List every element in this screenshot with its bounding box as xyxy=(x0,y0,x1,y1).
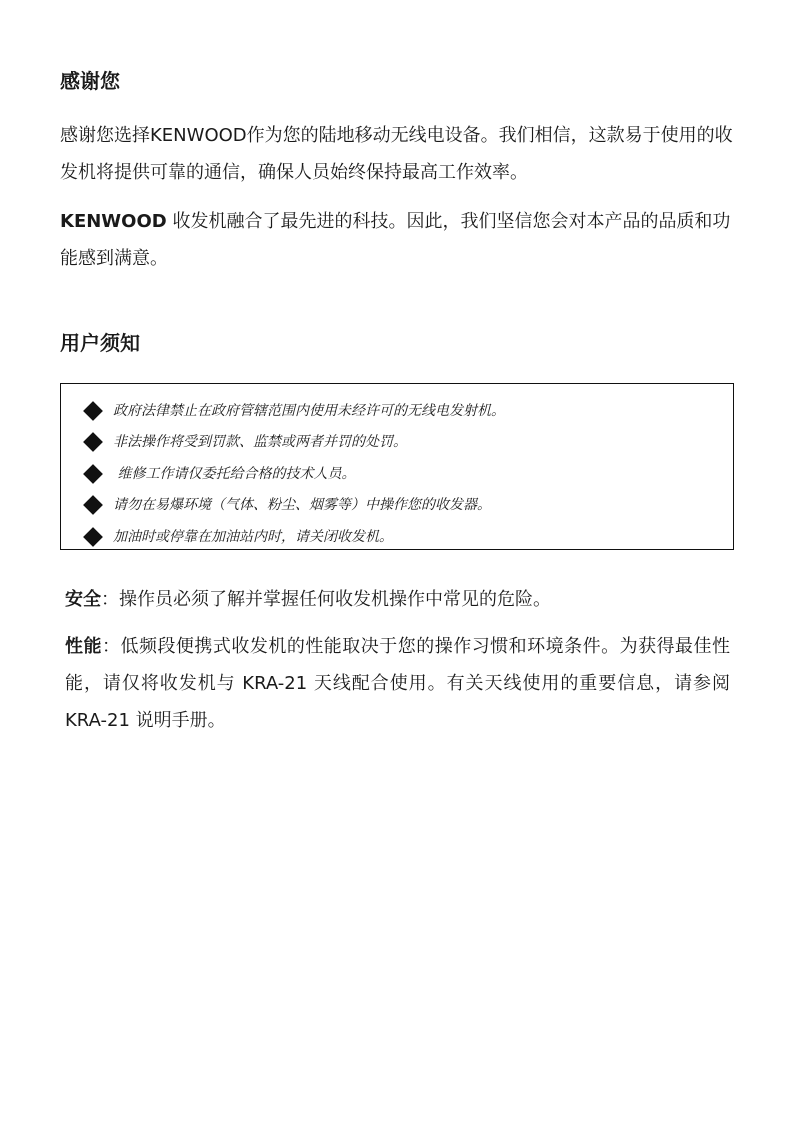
notice-item-text: 维修工作请仅委托给合格的技术人员。 xyxy=(113,465,356,482)
brand-name: KENWOOD xyxy=(60,211,167,232)
notice-item xyxy=(61,490,733,522)
notice-item xyxy=(61,521,733,553)
safety-paragraph xyxy=(65,581,745,618)
diamond-bullet-icon xyxy=(83,527,103,547)
notice-item-text: 政府法律禁止在政府管辖范围内使用未经许可的无线电发射机。 xyxy=(113,402,505,419)
safety-text: ：操作员必须了解并掌握任何收发机操作中常见的危险。 xyxy=(101,589,551,610)
thanks-heading: 感谢您 xyxy=(60,69,120,93)
notice-item xyxy=(61,427,733,459)
diamond-bullet-icon xyxy=(83,495,103,515)
thanks-paragraph-2-text: 收发机融合了最先进的科技。因此，我们坚信您会对本产品的品质和功能感到满意。 xyxy=(60,211,731,269)
performance-text: ：低频段便携式收发机的性能取决于您的操作习惯和环境条件。为获得最佳性能，请仅将收发机与 KRA-21 天线配合使用。有关天线使用的重要信息，请参阅 KRA-21 说明手册。 xyxy=(65,636,731,731)
performance-label: 性能 xyxy=(65,636,102,657)
diamond-bullet-icon xyxy=(83,401,103,421)
performance-paragraph xyxy=(65,628,730,739)
notice-item xyxy=(61,458,733,490)
safety-label: 安全 xyxy=(65,589,101,610)
notice-item-text: 加油时或停靠在加油站内时，请关闭收发机。 xyxy=(113,528,393,545)
diamond-bullet-icon xyxy=(83,464,103,484)
notice-box xyxy=(60,383,734,550)
diamond-bullet-icon xyxy=(83,432,103,452)
notice-item-text: 请勿在易爆环境（气体、粉尘、烟雾等）中操作您的收发器。 xyxy=(113,497,491,514)
notice-item-text: 非法操作将受到罚款、监禁或两者并罚的处罚。 xyxy=(113,434,407,451)
notice-heading: 用户须知 xyxy=(60,331,140,355)
notice-item xyxy=(61,395,733,427)
thanks-paragraph-1: 感谢您选择KENWOOD作为您的陆地移动无线电设备。我们相信，这款易于使用的收发机将提供可靠的通信，确保人员始终保持最高工作效率。 xyxy=(60,125,733,183)
thanks-paragraph-2 xyxy=(60,203,740,277)
